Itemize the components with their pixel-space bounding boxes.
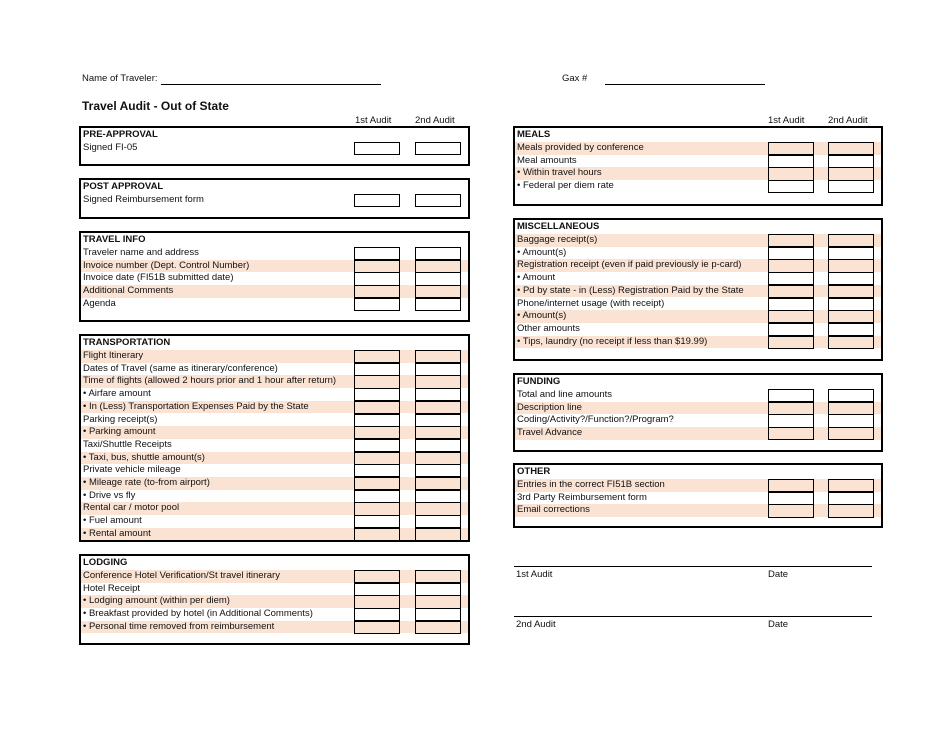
checklist-item: [81, 247, 468, 260]
checklist-item-label: • Amount: [517, 272, 556, 284]
audit2-checkbox[interactable]: [415, 142, 461, 155]
audit1-checkbox[interactable]: [768, 155, 814, 168]
checklist-item: [81, 298, 468, 311]
audit1-checkbox[interactable]: [354, 490, 400, 503]
audit2-checkbox[interactable]: [415, 375, 461, 388]
audit1-signature-line[interactable]: [514, 566, 872, 567]
audit1-checkbox[interactable]: [354, 247, 400, 260]
audit2-checkbox[interactable]: [415, 260, 461, 273]
audit2-checkbox[interactable]: [415, 350, 461, 363]
checklist-item: [515, 427, 881, 440]
audit2-checkbox[interactable]: [828, 402, 874, 415]
audit1-checkbox[interactable]: [354, 452, 400, 465]
checklist-item: [81, 142, 468, 155]
audit2-checkbox[interactable]: [415, 608, 461, 621]
checklist-item: [515, 402, 881, 415]
audit2-checkbox[interactable]: [415, 515, 461, 528]
checklist-item-label: • Taxi, bus, shuttle amount(s): [83, 451, 205, 463]
audit1-checkbox[interactable]: [768, 142, 814, 155]
audit1-checkbox[interactable]: [768, 492, 814, 505]
checklist-item: [81, 570, 468, 583]
audit1-checkbox[interactable]: [354, 464, 400, 477]
checklist-item-label: • Airfare amount: [83, 388, 151, 400]
gax-label: Gax #: [562, 73, 588, 84]
audit2-checkbox[interactable]: [415, 528, 461, 541]
checklist-item: [515, 167, 881, 180]
checklist-item: [81, 439, 468, 452]
audit1-checkbox[interactable]: [768, 479, 814, 492]
checklist-item: [81, 608, 468, 621]
audit2-checkbox[interactable]: [415, 272, 461, 285]
audit2-date-label: Date: [768, 619, 789, 630]
audit2-checkbox[interactable]: [415, 363, 461, 376]
audit1-checkbox[interactable]: [768, 285, 814, 298]
audit1-checkbox[interactable]: [354, 621, 400, 634]
checklist-item: [81, 414, 468, 427]
audit2-checkbox[interactable]: [828, 427, 874, 440]
checklist-item-label: Dates of Travel (same as itinerary/conference): [83, 362, 278, 374]
checklist-item-label: Conference Hotel Verification/St travel itinerary: [83, 570, 280, 581]
audit1-checkbox[interactable]: [354, 414, 400, 427]
audit2-checkbox[interactable]: [415, 595, 461, 608]
audit1-checkbox[interactable]: [354, 401, 400, 414]
audit2-checkbox[interactable]: [828, 310, 874, 323]
checklist-item: [515, 389, 881, 402]
section-miscellaneous: [513, 218, 883, 361]
checklist-item: [81, 285, 468, 298]
gax-field[interactable]: [605, 84, 765, 85]
checklist-item-label: Parking receipt(s): [83, 413, 158, 425]
checklist-item-label: Other amounts: [517, 322, 580, 334]
audit1-checkbox[interactable]: [768, 234, 814, 247]
checklist-item-label: Travel Advance: [517, 427, 583, 439]
checklist-item: [515, 272, 881, 285]
checklist-item-label: Taxi/Shuttle Receipts: [83, 438, 172, 450]
audit2-checkbox[interactable]: [828, 479, 874, 492]
section-title: OTHER: [517, 466, 551, 477]
checklist-item: [515, 504, 881, 517]
audit2-checkbox[interactable]: [828, 155, 874, 168]
checklist-item: [515, 492, 881, 505]
audit1-checkbox[interactable]: [354, 388, 400, 401]
audit2-checkbox[interactable]: [828, 504, 874, 517]
audit2-checkbox[interactable]: [828, 247, 874, 260]
section-title: PRE-APPROVAL: [83, 129, 158, 140]
checklist-item: [81, 363, 468, 376]
section-title: TRANSPORTATION: [83, 337, 171, 348]
checklist-item: [515, 142, 881, 155]
audit1-label: 1st Audit: [516, 569, 553, 580]
audit2-checkbox[interactable]: [415, 439, 461, 452]
checklist-item: [515, 155, 881, 168]
checklist-item: [515, 298, 881, 311]
checklist-item-label: • Drive vs fly: [83, 489, 136, 501]
checklist-item: [515, 259, 881, 272]
audit2-checkbox[interactable]: [828, 414, 874, 427]
audit2-checkbox[interactable]: [828, 323, 874, 336]
checklist-item-label: Signed Reimbursement form: [83, 194, 204, 205]
checklist-item-label: • Pd by state - in (Less) Registration Paid by the State: [517, 284, 744, 296]
audit1-checkbox[interactable]: [768, 247, 814, 260]
checklist-item: [81, 272, 468, 285]
checklist-item-label: Flight Itinerary: [83, 350, 144, 361]
audit1-checkbox[interactable]: [354, 350, 400, 363]
section-lodging: [79, 554, 470, 645]
audit2-checkbox[interactable]: [828, 285, 874, 298]
checklist-item-label: • Breakfast provided by hotel (in Additional Comments): [83, 608, 313, 620]
audit2-checkbox[interactable]: [415, 490, 461, 503]
audit2-checkbox[interactable]: [828, 180, 874, 193]
audit2-checkbox[interactable]: [828, 234, 874, 247]
checklist-item-label: Total and line amounts: [517, 389, 613, 400]
checklist-item: [81, 477, 468, 490]
audit1-checkbox[interactable]: [768, 504, 814, 517]
checklist-item-label: • Amount(s): [517, 246, 567, 258]
audit1-checkbox[interactable]: [354, 142, 400, 155]
audit1-checkbox[interactable]: [354, 608, 400, 621]
checklist-item: [81, 621, 468, 634]
checklist-item-label: Hotel Receipt: [83, 582, 141, 594]
audit1-checkbox[interactable]: [354, 426, 400, 439]
checklist-item-label: • Mileage rate (to-from airport): [83, 477, 210, 488]
checklist-item: [81, 515, 468, 528]
checklist-item-label: Additional Comments: [83, 285, 174, 297]
checklist-item: [81, 375, 468, 388]
checklist-item-label: • In (Less) Transportation Expenses Paid by the State: [83, 400, 309, 412]
checklist-item-label: Traveler name and address: [83, 247, 199, 258]
audit2-checkbox[interactable]: [415, 401, 461, 414]
audit2-checkbox[interactable]: [415, 388, 461, 401]
checklist-item: [81, 350, 468, 363]
checklist-item: [81, 528, 468, 541]
checklist-item-label: • Lodging amount (within per diem): [83, 595, 230, 607]
traveler-name-label: Name of Traveler:: [82, 73, 158, 84]
audit2-checkbox[interactable]: [828, 336, 874, 349]
checklist-item-label: Entries in the correct FI51B section: [517, 479, 665, 490]
checklist-item: [81, 490, 468, 503]
audit1-checkbox[interactable]: [768, 167, 814, 180]
checklist-item-label: Coding/Activity?/Function?/Program?: [517, 414, 674, 426]
checklist-item: [81, 583, 468, 596]
audit1-checkbox[interactable]: [768, 414, 814, 427]
right-col2-header: 2nd Audit: [828, 115, 868, 126]
checklist-item: [81, 452, 468, 465]
left-col1-header: 1st Audit: [355, 115, 392, 126]
checklist-item-label: Time of flights (allowed 2 hours prior and 1 hour after return): [83, 375, 337, 387]
audit1-checkbox[interactable]: [354, 298, 400, 311]
audit2-checkbox[interactable]: [415, 452, 461, 465]
checklist-item-label: Invoice date (FI51B submitted date): [83, 272, 234, 284]
audit2-checkbox[interactable]: [828, 167, 874, 180]
audit1-checkbox[interactable]: [354, 375, 400, 388]
checklist-item: [81, 401, 468, 414]
checklist-item-label: Description line: [517, 401, 582, 413]
checklist-item: [515, 285, 881, 298]
audit1-checkbox[interactable]: [768, 310, 814, 323]
left-col2-header: 2nd Audit: [415, 115, 455, 126]
checklist-item: [81, 464, 468, 477]
checklist-item-label: 3rd Party Reimbursement form: [517, 491, 647, 503]
checklist-item: [81, 595, 468, 608]
audit1-checkbox[interactable]: [768, 298, 814, 311]
checklist-item-label: Signed FI-05: [83, 142, 138, 153]
audit1-checkbox[interactable]: [354, 439, 400, 452]
audit1-checkbox[interactable]: [354, 595, 400, 608]
audit1-checkbox[interactable]: [354, 272, 400, 285]
checklist-item-label: Phone/internet usage (with receipt): [517, 297, 665, 309]
audit1-checkbox[interactable]: [354, 285, 400, 298]
checklist-item-label: • Within travel hours: [517, 167, 602, 179]
audit2-checkbox[interactable]: [828, 389, 874, 402]
checklist-item-label: • Rental amount: [83, 527, 151, 539]
audit2-checkbox[interactable]: [415, 621, 461, 634]
checklist-item: [515, 180, 881, 193]
checklist-item: [81, 502, 468, 515]
checklist-item: [81, 260, 468, 273]
checklist-item-label: Meal amounts: [517, 154, 577, 166]
audit2-checkbox[interactable]: [828, 492, 874, 505]
audit1-checkbox[interactable]: [354, 528, 400, 541]
audit2-checkbox[interactable]: [415, 464, 461, 477]
audit1-checkbox[interactable]: [354, 583, 400, 596]
audit1-checkbox[interactable]: [768, 402, 814, 415]
audit2-label: 2nd Audit: [516, 619, 556, 630]
checklist-item: [515, 479, 881, 492]
audit2-signature-line[interactable]: [514, 616, 872, 617]
checklist-item: [515, 336, 881, 349]
checklist-item: [81, 194, 468, 207]
audit1-checkbox[interactable]: [768, 272, 814, 285]
audit1-checkbox[interactable]: [354, 363, 400, 376]
audit1-checkbox[interactable]: [354, 515, 400, 528]
checklist-item-label: • Parking amount: [83, 426, 156, 438]
checklist-item-label: Agenda: [83, 297, 116, 309]
audit2-checkbox[interactable]: [828, 298, 874, 311]
section-title: POST APPROVAL: [83, 181, 164, 192]
section-postapproval: [79, 178, 470, 219]
audit2-checkbox[interactable]: [415, 426, 461, 439]
checklist-item: [515, 234, 881, 247]
audit1-checkbox[interactable]: [768, 180, 814, 193]
audit2-checkbox[interactable]: [415, 194, 461, 207]
audit1-checkbox[interactable]: [768, 336, 814, 349]
checklist-item-label: Private vehicle mileage: [83, 464, 181, 476]
audit2-checkbox[interactable]: [415, 502, 461, 515]
section-title: FUNDING: [517, 376, 561, 387]
audit1-checkbox[interactable]: [768, 427, 814, 440]
traveler-name-field[interactable]: [161, 84, 381, 85]
checklist-item: [81, 426, 468, 439]
audit2-checkbox[interactable]: [828, 272, 874, 285]
section-title: MISCELLANEOUS: [517, 221, 600, 232]
audit2-checkbox[interactable]: [415, 298, 461, 311]
audit1-checkbox[interactable]: [354, 260, 400, 273]
checklist-item-label: • Federal per diem rate: [517, 180, 614, 192]
audit2-checkbox[interactable]: [415, 583, 461, 596]
audit1-checkbox[interactable]: [354, 502, 400, 515]
section-title: TRAVEL INFO: [83, 234, 146, 245]
checklist-item: [515, 323, 881, 336]
audit2-checkbox[interactable]: [415, 285, 461, 298]
audit2-checkbox[interactable]: [415, 570, 461, 583]
audit1-checkbox[interactable]: [354, 570, 400, 583]
audit1-checkbox[interactable]: [354, 477, 400, 490]
audit1-checkbox[interactable]: [768, 323, 814, 336]
checklist-item-label: Invoice number (Dept. Control Number): [83, 259, 250, 271]
section-other: [513, 463, 883, 528]
audit1-checkbox[interactable]: [768, 389, 814, 402]
section-title: LODGING: [83, 557, 128, 568]
page-title: Travel Audit - Out of State: [82, 99, 229, 113]
audit2-checkbox[interactable]: [415, 247, 461, 260]
checklist-item-label: Meals provided by conference: [517, 142, 644, 153]
section-title: MEALS: [517, 129, 551, 140]
checklist-item-label: • Fuel amount: [83, 515, 142, 527]
checklist-item-label: Registration receipt (even if paid previously ie p-card): [517, 259, 742, 271]
checklist-item-label: Baggage receipt(s): [517, 234, 598, 245]
section-preapproval: [79, 126, 470, 166]
checklist-item: [515, 247, 881, 260]
checklist-item: [81, 388, 468, 401]
audit2-checkbox[interactable]: [415, 414, 461, 427]
audit2-checkbox[interactable]: [415, 477, 461, 490]
audit1-checkbox[interactable]: [354, 194, 400, 207]
audit1-date-label: Date: [768, 569, 789, 580]
section-funding: [513, 373, 883, 452]
checklist-item-label: • Amount(s): [517, 310, 567, 322]
checklist-item: [515, 310, 881, 323]
checklist-item: [515, 414, 881, 427]
section-travel-info: [79, 231, 470, 322]
section-meals: [513, 126, 883, 206]
audit2-checkbox[interactable]: [828, 142, 874, 155]
checklist-item-label: • Tips, laundry (no receipt if less than $19.99): [517, 335, 708, 347]
section-transportation: [79, 334, 470, 542]
checklist-item-label: Email corrections: [517, 504, 590, 516]
checklist-item-label: • Personal time removed from reimbursement: [83, 620, 275, 632]
audit2-checkbox[interactable]: [828, 259, 874, 272]
checklist-item-label: Rental car / motor pool: [83, 502, 180, 514]
audit1-checkbox[interactable]: [768, 259, 814, 272]
right-col1-header: 1st Audit: [768, 115, 805, 126]
